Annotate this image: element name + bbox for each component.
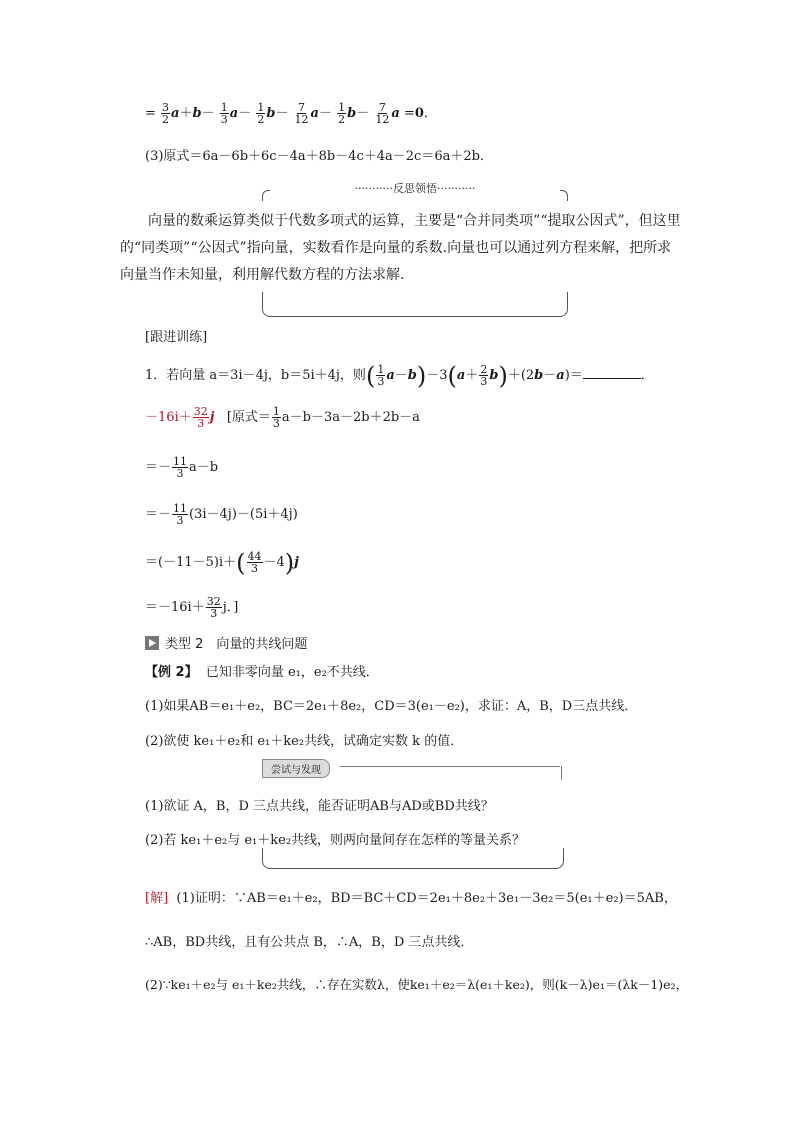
- reflection-text: 向量的数乘运算类似于代数多项式的运算，主要是“合并同类项”“提取公因式”，但这里的“同类项”“公因式”指向量，实数看作是向量的系数.向量也可以通过列方程来解，把所求向量当作未知量，利用解代数方程的方法求解.: [120, 213, 681, 283]
- try-question-1: (1)欲证 A，B，D 三点共线，能否证明AB与AD或BD共线？: [145, 799, 494, 814]
- try-box-edge: [561, 766, 562, 780]
- reflection-box-bottom: [262, 292, 568, 317]
- follow-heading: [跟进训练]: [145, 330, 208, 345]
- equation-line-1: = $\frac{3}{2}$ a＋b－ $\frac{1}{3}$ a－ $\frac{1}{2}$ b－ $\frac{7}{12}$ a－ $\frac{1}{2}$ b－ $\frac{7}{12}$ a =0．: [145, 101, 437, 126]
- equation-line-3: (3)原式＝6a－6b＋6c－4a＋8b－4c＋4a－2c＝6a＋2b．: [145, 149, 493, 164]
- example-2-q2: (2)欲使 ke₁＋e₂和 e₁＋ke₂共线，试确定实数 k 的值．: [145, 734, 464, 749]
- reflection-label: ···········反思领悟···········: [270, 180, 560, 196]
- answer-step-3: ＝－ $\frac{11}{3}$ (3i－4j)－(5i＋4j): [145, 502, 298, 527]
- play-triangle-icon: [145, 636, 159, 650]
- example-2: 【例 2】 已知非零向量 e₁，e₂不共线．: [145, 665, 379, 680]
- answer-line: －16i＋ $\frac{32}{3}$ j [原式＝ $\frac{1}{3}$ a－b－3a－2b＋2b－a: [145, 405, 420, 430]
- try-box-bottom: [262, 848, 564, 869]
- answer-step-4: ＝(－11－5)i＋( $\frac{44}{3}$ －4)j: [145, 549, 299, 577]
- question-1: 1．若向量 a＝3i－4j，b＝5i＋4j，则( $\frac{1}{3}$ a－b)－3(a＋ $\frac{2}{3}$ b)＋(2b－a)＝ ．: [145, 362, 654, 390]
- type-2-heading: 类型 2 向量的共线问题: [145, 636, 307, 654]
- example-2-q1: (1)如果AB＝e₁＋e₂，BC＝2e₁＋8e₂，CD＝3(e₁－e₂)，求证：A，B，D三点共线．: [145, 699, 638, 714]
- answer-red: －16i＋: [145, 410, 192, 425]
- try-box-top-line: [340, 766, 560, 767]
- answer-step-2: ＝－ $\frac{11}{3}$ a－b: [145, 455, 219, 480]
- solution-line-3: (2)∵ke₁＋e₂与 e₁＋ke₂共线，∴存在实数λ，使ke₁＋e₂＝λ(e₁＋ke₂)，则(k－λ)e₁＝(λk－1)e₂，: [145, 977, 689, 992]
- answer-step-5: ＝－16i＋ $\frac{32}{3}$ j．]: [145, 595, 239, 620]
- solution-line-2: ∴AB，BD共线，且有公共点 B，∴A，B，D 三点共线．: [145, 935, 474, 950]
- try-question-2: (2)若 ke₁＋e₂与 e₁＋ke₂共线，则两向量间存在怎样的等量关系？: [145, 833, 526, 848]
- answer-blank[interactable]: [583, 378, 641, 379]
- solution-line-1: [解] (1)证明：∵AB＝e₁＋e₂，BD＝BC＋CD＝2e₁＋8e₂＋3e₁－3e₂＝5(e₁＋e₂)＝5AB，: [145, 891, 677, 906]
- try-discover-label: 尝试与发现: [262, 759, 330, 778]
